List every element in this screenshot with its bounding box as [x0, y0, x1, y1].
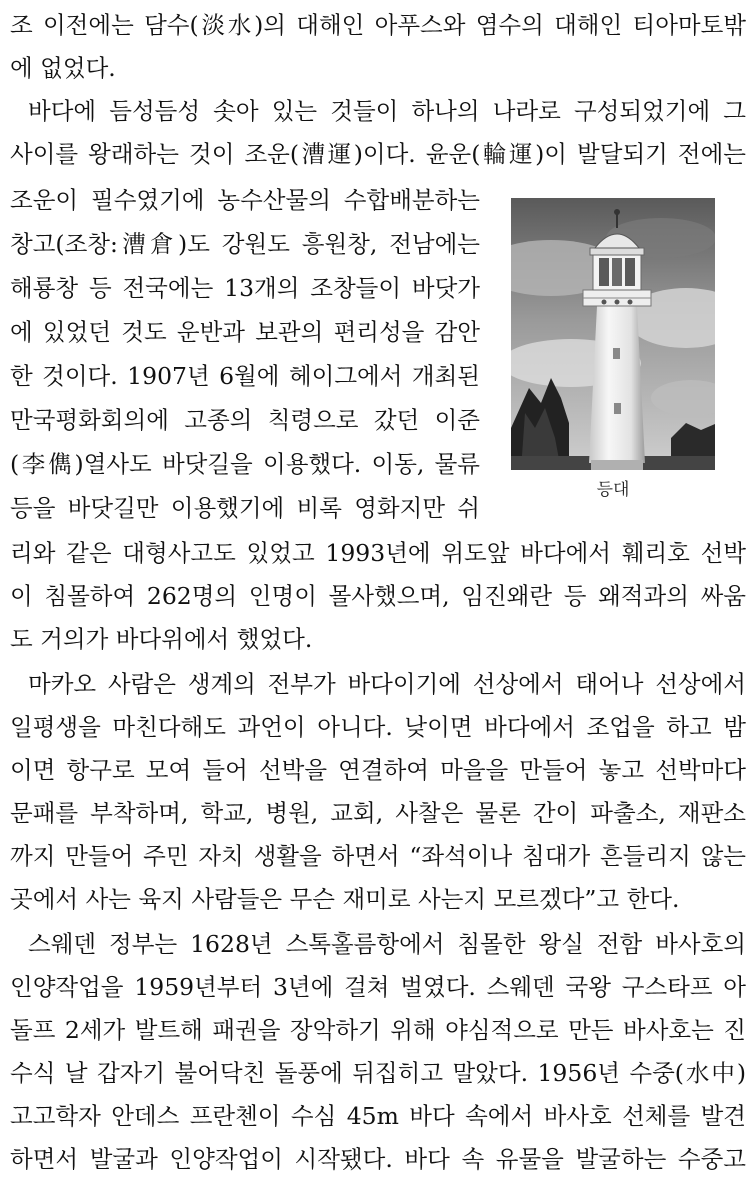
text-line: 이 침몰하여 262명의 인명이 몰사했으며, 임진왜란 등 왜적과의 싸움 — [10, 582, 746, 610]
text-line: 마카오 사람은 생계의 전부가 바다이기에 선상에서 태어나 선상에서 — [28, 670, 746, 698]
text-line: 조운이 필수였기에 농수산물의 수합배분하는 — [10, 186, 480, 214]
text-line: 곳에서 사는 육지 사람들은 무슨 재미로 사는지 모르겠다”고 한다. — [10, 885, 680, 913]
text-line: 문패를 부착하며, 학교, 병원, 교회, 사찰은 물론 간이 파출소, 재판소 — [10, 799, 746, 827]
text-line: 사이를 왕래하는 것이 조운(漕運)이다. 윤운(輪運)이 발달되기 전에는 — [10, 140, 746, 168]
lighthouse-illustration — [511, 198, 715, 470]
text-line: 스웨덴 정부는 1628년 스톡홀름항에서 침몰한 왕실 전함 바사호의 — [28, 930, 746, 958]
text-line: 바다에 듬성듬성 솟아 있는 것들이 하나의 나라로 구성되었기에 그 — [28, 97, 746, 125]
text-line: 조 이전에는 담수(淡水)의 대해인 아푸스와 염수의 대해인 티아마토밖 — [10, 11, 746, 39]
text-line: 한 것이다. 1907년 6월에 헤이그에서 개최된 — [10, 362, 480, 390]
text-line: 에 있었던 것도 운반과 보관의 편리성을 감안 — [10, 318, 480, 346]
text-line: 하면서 발굴과 인양작업이 시작됐다. 바다 속 유물을 발굴하는 수중고 — [10, 1145, 746, 1173]
text-line: 돌프 2세가 발트해 패권을 장악하기 위해 야심적으로 만든 바사호는 진 — [10, 1016, 746, 1044]
text-line: 이면 항구로 모여 들어 선박을 연결하여 마을을 만들어 놓고 선박마다 — [10, 756, 746, 784]
text-line: 창고(조창:漕倉)도 강원도 흥원창, 전남에는 — [10, 230, 480, 258]
figure-caption: 등대 — [596, 480, 630, 500]
text-line: 일평생을 마친다해도 과언이 아니다. 낮이면 바다에서 조업을 하고 밤 — [10, 713, 746, 741]
text-line: 수식 날 갑자기 불어닥친 돌풍에 뒤집히고 말았다. 1956년 수중(水中) — [10, 1059, 746, 1087]
text-line: 까지 만들어 주민 자치 생활을 하면서 “좌석이나 침대가 흔들리지 않는 — [10, 842, 746, 870]
text-line: 인양작업을 1959년부터 3년에 걸쳐 벌였다. 스웨덴 국왕 구스타프 아 — [10, 973, 746, 1001]
text-line: 리와 같은 대형사고도 있었고 1993년에 위도앞 바다에서 훼리호 선박 — [10, 539, 746, 567]
text-line: 도 거의가 바다위에서 했었다. — [10, 625, 313, 653]
text-line: 해룡창 등 전국에는 13개의 조창들이 바닷가 — [10, 274, 480, 302]
text-line: 고고학자 안데스 프란첸이 수심 45m 바다 속에서 바사호 선체를 발견 — [10, 1102, 746, 1130]
text-line: 에 없었다. — [10, 54, 116, 82]
text-line: 만국평화회의에 고종의 칙령으로 갔던 이준 — [10, 406, 480, 434]
lighthouse-photo — [511, 198, 715, 470]
text-line: 등을 바닷길만 이용했기에 비록 영화지만 쉬 — [10, 494, 480, 522]
text-line: (李儁)열사도 바닷길을 이용했다. 이동, 물류 — [10, 450, 480, 478]
